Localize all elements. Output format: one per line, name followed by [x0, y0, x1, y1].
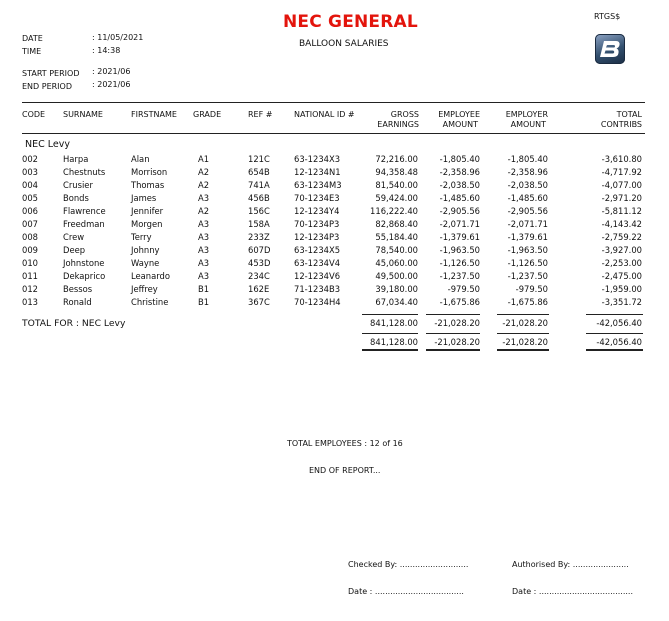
- employer-total-rule: [497, 333, 549, 334]
- cell-employer-amount: -1,379.61: [507, 232, 548, 242]
- cell-surname: Crew: [63, 232, 85, 242]
- cell-national-id: 63-1234X5: [294, 245, 341, 255]
- date-signature-right: Date : .....................................: [512, 587, 633, 596]
- cell-total-contribs: -3,610.80: [601, 154, 642, 164]
- cell-gross: 82,868.40: [375, 219, 418, 229]
- cell-ref: 654B: [248, 167, 270, 177]
- cell-surname: Harpa: [63, 154, 89, 164]
- cell-grade: A3: [198, 193, 210, 203]
- col-gross: GROSS EARNINGS: [377, 110, 419, 129]
- cell-surname: Bonds: [63, 193, 89, 203]
- employee-double-rule: [426, 349, 480, 354]
- cell-ref: 156C: [248, 206, 270, 216]
- cell-employee-amount: -1,379.61: [439, 232, 480, 242]
- cell-firstname: James: [131, 193, 157, 203]
- col-employee-amount: EMPLOYEE AMOUNT: [438, 110, 480, 129]
- cell-grade: A2: [198, 180, 210, 190]
- cell-surname: Flawrence: [63, 206, 106, 216]
- cell-gross: 49,500.00: [375, 271, 418, 281]
- cell-ref: 162E: [248, 284, 270, 294]
- cell-employer-amount: -2,905.56: [507, 206, 548, 216]
- date-label: DATE: [22, 34, 43, 43]
- currency-label: RTGS$: [594, 12, 621, 21]
- cell-firstname: Leanardo: [131, 271, 170, 281]
- col-surname: SURNAME: [63, 110, 103, 119]
- cell-grade: A3: [198, 258, 210, 268]
- cell-code: 007: [22, 219, 38, 229]
- cell-employee-amount: -2,071.71: [439, 219, 480, 229]
- cell-firstname: Christine: [131, 297, 169, 307]
- cell-total-contribs: -3,927.00: [601, 245, 642, 255]
- cell-employee-amount: -979.50: [447, 284, 480, 294]
- cell-gross: 81,540.00: [375, 180, 418, 190]
- cell-grade: A3: [198, 271, 210, 281]
- date-value: : 11/05/2021: [92, 33, 144, 42]
- cell-total-contribs: -2,759.22: [601, 232, 642, 242]
- cell-code: 012: [22, 284, 38, 294]
- cell-national-id: 71-1234B3: [294, 284, 341, 294]
- cell-surname: Johnstone: [63, 258, 105, 268]
- cell-total-contribs: -2,971.20: [601, 193, 642, 203]
- cell-grade: A3: [198, 232, 210, 242]
- end-of-report: END OF REPORT...: [309, 466, 381, 475]
- col-grade: GRADE: [193, 110, 222, 119]
- cell-firstname: Wayne: [131, 258, 160, 268]
- cell-ref: 234C: [248, 271, 270, 281]
- total-employees: TOTAL EMPLOYEES : 12 of 16: [287, 439, 403, 448]
- cell-ref: 158A: [248, 219, 270, 229]
- cell-surname: Chestnuts: [63, 167, 106, 177]
- cell-code: 003: [22, 167, 38, 177]
- cell-grade: A2: [198, 206, 210, 216]
- col-ref: REF #: [248, 110, 273, 119]
- header-bottom-rule: [22, 133, 645, 134]
- cell-gross: 94,358.48: [375, 167, 418, 177]
- group-total-contribs: -42,056.40: [596, 318, 642, 328]
- cell-firstname: Alan: [131, 154, 150, 164]
- cell-surname: Dekaprico: [63, 271, 106, 281]
- cell-grade: B1: [198, 284, 210, 294]
- cell-gross: 78,540.00: [375, 245, 418, 255]
- grand-total-employer: -21,028.20: [502, 337, 548, 347]
- cell-national-id: 63-1234X3: [294, 154, 341, 164]
- start-period-value: : 2021/06: [92, 67, 131, 76]
- cell-firstname: Jennifer: [131, 206, 164, 216]
- start-period-label: START PERIOD: [22, 69, 80, 78]
- cell-gross: 45,060.00: [375, 258, 418, 268]
- cell-national-id: 12-1234V6: [294, 271, 341, 281]
- cell-gross: 55,184.40: [375, 232, 418, 242]
- header-top-rule: [22, 102, 645, 103]
- checked-by: Checked By: ...........................: [348, 560, 469, 569]
- cell-employee-amount: -1,237.50: [439, 271, 480, 281]
- cell-national-id: 12-1234Y4: [294, 206, 340, 216]
- cell-firstname: Morgen: [131, 219, 163, 229]
- cell-total-contribs: -2,475.00: [601, 271, 642, 281]
- cell-grade: B1: [198, 297, 210, 307]
- cell-code: 011: [22, 271, 38, 281]
- cell-gross: 116,222.40: [370, 206, 418, 216]
- end-period-label: END PERIOD: [22, 82, 72, 91]
- cell-employee-amount: -1,485.60: [439, 193, 480, 203]
- cell-employer-amount: -1,237.50: [507, 271, 548, 281]
- cell-national-id: 70-1234P3: [294, 219, 340, 229]
- cell-grade: A3: [198, 245, 210, 255]
- cell-total-contribs: -2,253.00: [601, 258, 642, 268]
- group-total-employer: -21,028.20: [502, 318, 548, 328]
- balloon-logo-icon: [595, 34, 625, 64]
- cell-employer-amount: -979.50: [515, 284, 548, 294]
- col-code: CODE: [22, 110, 46, 119]
- employer-subtotal-rule: [497, 314, 549, 315]
- col-total-contribs: TOTAL CONTRIBS: [600, 110, 642, 129]
- cell-gross: 67,034.40: [375, 297, 418, 307]
- gross-subtotal-rule: [362, 314, 418, 315]
- cell-code: 009: [22, 245, 38, 255]
- cell-firstname: Thomas: [131, 180, 165, 190]
- gross-total-rule: [362, 333, 418, 334]
- cell-grade: A3: [198, 219, 210, 229]
- cell-ref: 453D: [248, 258, 271, 268]
- cell-surname: Ronald: [63, 297, 92, 307]
- cell-gross: 59,424.00: [375, 193, 418, 203]
- group-name: NEC Levy: [25, 139, 70, 150]
- employee-subtotal-rule: [426, 314, 480, 315]
- cell-employer-amount: -2,038.50: [507, 180, 548, 190]
- cell-gross: 72,216.00: [375, 154, 418, 164]
- group-total-label: TOTAL FOR : NEC Levy: [22, 318, 126, 329]
- cell-total-contribs: -4,717.92: [601, 167, 642, 177]
- cell-ref: 607D: [248, 245, 271, 255]
- cell-national-id: 70-1234H4: [294, 297, 341, 307]
- cell-firstname: Terry: [131, 232, 152, 242]
- cell-employer-amount: -1,675.86: [507, 297, 548, 307]
- cell-ref: 741A: [248, 180, 270, 190]
- report-title: BALLOON SALARIES: [299, 39, 389, 49]
- total-double-rule: [586, 349, 643, 354]
- cell-total-contribs: -5,811.12: [601, 206, 642, 216]
- cell-firstname: Morrison: [131, 167, 168, 177]
- grand-total-gross: 841,128.00: [370, 337, 418, 347]
- total-subtotal-rule: [586, 314, 643, 315]
- authorised-by: Authorised By: ......................: [512, 560, 629, 569]
- cell-surname: Bessos: [63, 284, 93, 294]
- col-firstname: FIRSTNAME: [131, 110, 177, 119]
- cell-surname: Freedman: [63, 219, 105, 229]
- end-period-value: : 2021/06: [92, 80, 131, 89]
- cell-code: 010: [22, 258, 38, 268]
- group-total-employee: -21,028.20: [434, 318, 480, 328]
- cell-employee-amount: -2,358.96: [439, 167, 480, 177]
- cell-employer-amount: -2,358.96: [507, 167, 548, 177]
- cell-national-id: 12-1234N1: [294, 167, 341, 177]
- cell-code: 004: [22, 180, 38, 190]
- cell-total-contribs: -3,351.72: [601, 297, 642, 307]
- cell-grade: A2: [198, 167, 210, 177]
- cell-total-contribs: -1,959.00: [601, 284, 642, 294]
- cell-code: 002: [22, 154, 38, 164]
- cell-national-id: 70-1234E3: [294, 193, 340, 203]
- employer-double-rule: [497, 349, 549, 354]
- gross-double-rule: [362, 349, 418, 354]
- cell-ref: 367C: [248, 297, 270, 307]
- cell-code: 006: [22, 206, 38, 216]
- cell-employer-amount: -2,071.71: [507, 219, 548, 229]
- cell-ref: 456B: [248, 193, 270, 203]
- cell-national-id: 63-1234V4: [294, 258, 341, 268]
- company-title: NEC GENERAL: [283, 12, 418, 32]
- cell-employer-amount: -1,963.50: [507, 245, 548, 255]
- cell-ref: 233Z: [248, 232, 270, 242]
- cell-national-id: 63-1234M3: [294, 180, 342, 190]
- cell-firstname: Jeffrey: [131, 284, 158, 294]
- logo-b-icon: [595, 34, 625, 64]
- cell-employee-amount: -1,126.50: [439, 258, 480, 268]
- date-signature-left: Date : ...................................: [348, 587, 464, 596]
- cell-employer-amount: -1,485.60: [507, 193, 548, 203]
- cell-total-contribs: -4,077.00: [601, 180, 642, 190]
- cell-surname: Deep: [63, 245, 86, 255]
- cell-ref: 121C: [248, 154, 270, 164]
- employee-total-rule: [426, 333, 480, 334]
- cell-grade: A1: [198, 154, 210, 164]
- cell-employee-amount: -1,675.86: [439, 297, 480, 307]
- cell-employee-amount: -1,963.50: [439, 245, 480, 255]
- col-employer-amount: EMPLOYER AMOUNT: [505, 110, 548, 129]
- time-label: TIME: [22, 47, 42, 56]
- cell-employer-amount: -1,126.50: [507, 258, 548, 268]
- cell-surname: Crusier: [63, 180, 93, 190]
- cell-gross: 39,180.00: [375, 284, 418, 294]
- col-national-id: NATIONAL ID #: [294, 110, 355, 119]
- cell-code: 008: [22, 232, 38, 242]
- cell-employer-amount: -1,805.40: [507, 154, 548, 164]
- cell-employee-amount: -2,038.50: [439, 180, 480, 190]
- grand-total-contribs: -42,056.40: [596, 337, 642, 347]
- cell-employee-amount: -2,905.56: [439, 206, 480, 216]
- cell-employee-amount: -1,805.40: [439, 154, 480, 164]
- cell-code: 013: [22, 297, 38, 307]
- grand-total-employee: -21,028.20: [434, 337, 480, 347]
- total-total-rule: [586, 333, 643, 334]
- cell-firstname: Johnny: [131, 245, 160, 255]
- group-total-gross: 841,128.00: [370, 318, 418, 328]
- cell-national-id: 12-1234P3: [294, 232, 340, 242]
- time-value: : 14:38: [92, 46, 121, 55]
- cell-total-contribs: -4,143.42: [601, 219, 642, 229]
- cell-code: 005: [22, 193, 38, 203]
